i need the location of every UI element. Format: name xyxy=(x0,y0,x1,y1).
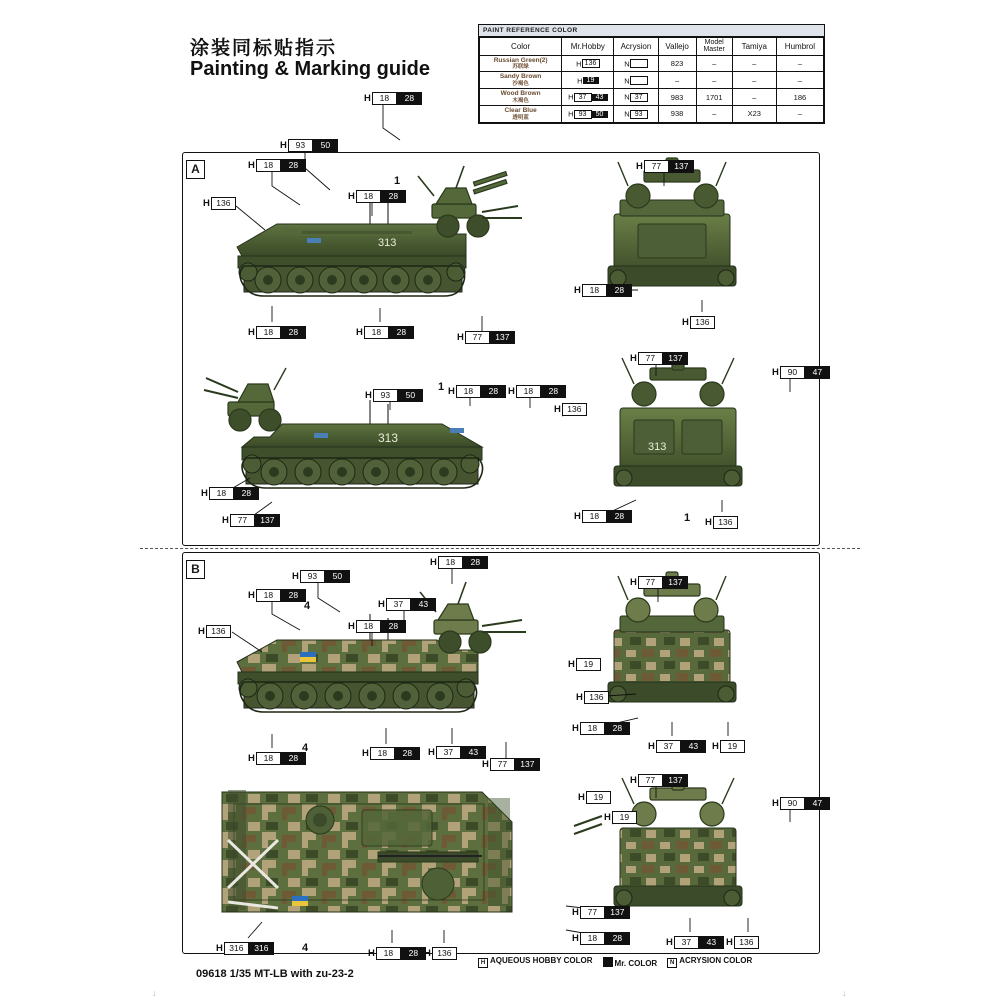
paint-color-name-en: Russian Green(2) xyxy=(493,56,548,64)
leader-number: 1 xyxy=(438,381,445,393)
callout-h-prefix: H xyxy=(574,510,581,522)
callout-code-primary: 136 xyxy=(562,403,587,416)
callout-code-primary: 18 xyxy=(376,947,401,960)
paint-reference-table xyxy=(478,24,825,124)
panel-badge-b: B xyxy=(186,560,205,579)
callout-h-prefix: H xyxy=(568,658,575,670)
callout-h-prefix: H xyxy=(203,197,210,209)
leader-number: 1 xyxy=(684,512,691,524)
paint-callout xyxy=(362,747,420,760)
callout-code-secondary: 137 xyxy=(515,758,540,771)
callout-h-prefix: H xyxy=(554,403,561,415)
callout-code-primary: 18 xyxy=(582,510,607,523)
paint-humbrol: – xyxy=(776,106,823,123)
callout-h-prefix: H xyxy=(630,576,637,588)
paint-callout xyxy=(682,316,715,329)
paint-callout xyxy=(576,691,609,704)
paint-mrhobby: H 19 xyxy=(562,72,614,89)
page-title-cn: 涂装同标贴指示 xyxy=(190,38,338,59)
callout-code-primary: 77 xyxy=(230,514,255,527)
callout-code-primary: 136 xyxy=(206,625,231,638)
th-model-master: Model Master xyxy=(696,38,732,56)
callout-code-primary: 18 xyxy=(256,752,281,765)
paint-callout xyxy=(365,389,423,402)
n-symbol-icon: N xyxy=(667,958,677,968)
paint-callout xyxy=(630,576,688,589)
vehicle-number: 313 xyxy=(648,441,667,453)
paint-callout xyxy=(424,947,457,960)
callout-code-primary: 18 xyxy=(256,589,281,602)
callout-h-prefix: H xyxy=(630,774,637,786)
callout-code-secondary: 137 xyxy=(663,774,688,787)
callout-code-primary: 18 xyxy=(582,284,607,297)
paint-callout xyxy=(772,366,830,379)
paint-callout xyxy=(430,556,488,569)
callout-h-prefix: H xyxy=(705,516,712,528)
callout-h-prefix: H xyxy=(348,190,355,202)
callout-code-secondary: 28 xyxy=(397,92,422,105)
callout-code-secondary: 50 xyxy=(325,570,350,583)
th-vallejo: Vallejo xyxy=(658,38,696,56)
callout-h-prefix: H xyxy=(248,589,255,601)
callout-code-primary: 18 xyxy=(370,747,395,760)
paint-table-row xyxy=(480,106,824,123)
callout-code-secondary: 28 xyxy=(541,385,566,398)
callout-h-prefix: H xyxy=(364,92,371,104)
paint-callout xyxy=(572,932,630,945)
callout-h-prefix: H xyxy=(482,758,489,770)
paint-color-name xyxy=(480,55,562,72)
callout-h-prefix: H xyxy=(636,160,643,172)
callout-code-primary: 77 xyxy=(638,576,663,589)
callout-h-prefix: H xyxy=(424,947,431,959)
callout-code-secondary: 43 xyxy=(461,746,486,759)
paint-callout xyxy=(368,947,426,960)
callout-code-primary: 37 xyxy=(436,746,461,759)
paint-callout xyxy=(712,740,745,753)
leader-number: 1 xyxy=(394,175,401,187)
callout-h-prefix: H xyxy=(248,159,255,171)
callout-code-primary: 90 xyxy=(780,797,805,810)
paint-callout xyxy=(292,570,350,583)
panel-badge-a: A xyxy=(186,160,205,179)
paint-color-name-cn: 沙褐色 xyxy=(512,80,529,87)
paint-humbrol: 186 xyxy=(776,89,823,106)
paint-callout xyxy=(508,385,566,398)
x-symbol-icon xyxy=(603,957,613,967)
callout-code-secondary: 28 xyxy=(281,752,306,765)
callout-code-secondary: 43 xyxy=(699,936,724,949)
callout-code-secondary: 50 xyxy=(398,389,423,402)
callout-h-prefix: H xyxy=(430,556,437,568)
paint-mrhobby: H 93 50 xyxy=(562,106,614,123)
callout-h-prefix: H xyxy=(572,906,579,918)
callout-h-prefix: H xyxy=(604,811,611,823)
corner-mark-left: ↓ xyxy=(152,988,157,998)
paint-vallejo: – xyxy=(658,72,696,89)
paint-callout xyxy=(280,139,338,152)
paint-callout xyxy=(248,752,306,765)
callout-h-prefix: H xyxy=(574,284,581,296)
callout-code-primary: 18 xyxy=(438,556,463,569)
callout-h-prefix: H xyxy=(666,936,673,948)
leader-number: 4 xyxy=(302,742,309,754)
paint-callout xyxy=(772,797,830,810)
paint-callout xyxy=(348,620,406,633)
vehicle-number: 313 xyxy=(378,237,397,249)
mtlb-side-view-upper xyxy=(237,166,522,296)
callout-code-primary: 18 xyxy=(356,190,381,203)
callout-code-primary: 77 xyxy=(638,352,663,365)
callout-code-primary: 37 xyxy=(386,598,411,611)
callout-code-secondary: 137 xyxy=(490,331,515,344)
color-system-legend xyxy=(478,956,752,968)
mtlb-camo-rear-view xyxy=(608,572,736,702)
paint-callout xyxy=(482,758,540,771)
paint-callout xyxy=(630,352,688,365)
callout-code-primary: 19 xyxy=(612,811,637,824)
paint-table-header-row xyxy=(480,38,824,56)
callout-code-primary: 93 xyxy=(373,389,398,402)
paint-callout xyxy=(705,516,738,529)
callout-code-primary: 136 xyxy=(690,316,715,329)
paint-callout xyxy=(578,791,611,804)
paint-vallejo: 823 xyxy=(658,55,696,72)
callout-code-secondary: 137 xyxy=(669,160,694,173)
callout-code-secondary: 137 xyxy=(255,514,280,527)
paint-callout xyxy=(574,510,632,523)
callout-code-primary: 77 xyxy=(465,331,490,344)
th-humbrol: Humbrol xyxy=(776,38,823,56)
callout-code-secondary: 137 xyxy=(663,576,688,589)
paint-tamiya: – xyxy=(732,72,776,89)
h-symbol-icon: H xyxy=(478,958,488,968)
callout-code-primary: 136 xyxy=(432,947,457,960)
paint-callout xyxy=(648,740,706,753)
paint-callout xyxy=(636,160,694,173)
paint-tamiya: – xyxy=(732,55,776,72)
callout-code-secondary: 28 xyxy=(607,510,632,523)
paint-acrysion: N xyxy=(614,55,658,72)
callout-code-primary: 93 xyxy=(300,570,325,583)
leader-number: 4 xyxy=(304,600,311,612)
paint-callout xyxy=(554,403,587,416)
legend-aqueous: H AQUEOUS HOBBY COLOR xyxy=(478,956,593,968)
callout-code-primary: 19 xyxy=(586,791,611,804)
paint-table-caption: PAINT REFERENCE COLOR xyxy=(479,25,824,37)
callout-code-secondary: 47 xyxy=(805,797,830,810)
callout-code-primary: 18 xyxy=(372,92,397,105)
mtlb-camo-top-view xyxy=(222,790,512,912)
paint-table-row xyxy=(480,72,824,89)
callout-code-primary: 18 xyxy=(456,385,481,398)
callout-code-secondary: 43 xyxy=(681,740,706,753)
paint-callout xyxy=(378,598,436,611)
paint-color-name-cn: 木褐色 xyxy=(512,97,529,104)
th-mrhobby: Mr.Hobby xyxy=(562,38,614,56)
paint-callout xyxy=(356,326,414,339)
callout-code-primary: 136 xyxy=(211,197,236,210)
callout-code-primary: 77 xyxy=(580,906,605,919)
callout-code-primary: 77 xyxy=(638,774,663,787)
callout-code-secondary: 28 xyxy=(481,385,506,398)
paint-color-name-en: Sandy Brown xyxy=(499,73,542,81)
paint-vallejo: 983 xyxy=(658,89,696,106)
callout-h-prefix: H xyxy=(457,331,464,343)
callout-code-secondary: 28 xyxy=(605,722,630,735)
callout-h-prefix: H xyxy=(630,352,637,364)
callout-h-prefix: H xyxy=(368,947,375,959)
callout-code-secondary: 28 xyxy=(381,190,406,203)
callout-code-secondary: 28 xyxy=(395,747,420,760)
callout-h-prefix: H xyxy=(772,797,779,809)
callout-h-prefix: H xyxy=(248,326,255,338)
corner-mark-right: ↓ xyxy=(842,988,847,998)
callout-h-prefix: H xyxy=(428,746,435,758)
paint-color-name-cn: 苏联绿 xyxy=(512,64,529,71)
callout-code-primary: 93 xyxy=(288,139,313,152)
paint-table-row xyxy=(480,55,824,72)
callout-code-primary: 18 xyxy=(356,620,381,633)
callout-code-secondary: 43 xyxy=(411,598,436,611)
callout-h-prefix: H xyxy=(726,936,733,948)
callout-h-prefix: H xyxy=(712,740,719,752)
callout-h-prefix: H xyxy=(578,791,585,803)
callout-h-prefix: H xyxy=(292,570,299,582)
mtlb-front-view-lower xyxy=(614,352,742,486)
paint-vallejo: 938 xyxy=(658,106,696,123)
legend-acrysion: N ACRYSION COLOR xyxy=(667,956,752,968)
callout-h-prefix: H xyxy=(448,385,455,397)
callout-code-secondary: 137 xyxy=(663,352,688,365)
kit-code-label: 09618 1/35 MT-LB with zu-23-2 xyxy=(196,968,354,980)
callout-code-secondary: 28 xyxy=(281,326,306,339)
callout-code-primary: 18 xyxy=(256,326,281,339)
paint-mrhobby: H 37 43 xyxy=(562,89,614,106)
page-title-en: Painting & Marking guide xyxy=(190,58,431,80)
callout-h-prefix: H xyxy=(348,620,355,632)
callout-code-primary: 316 xyxy=(224,942,249,955)
th-color: Color xyxy=(480,38,562,56)
paint-color-name-en: Clear Blue xyxy=(504,107,537,115)
paint-callout xyxy=(364,92,422,105)
callout-h-prefix: H xyxy=(682,316,689,328)
vehicle-number: 313 xyxy=(378,431,399,445)
paint-callout xyxy=(428,746,486,759)
callout-code-primary: 77 xyxy=(644,160,669,173)
callout-code-secondary: 28 xyxy=(281,159,306,172)
callout-code-primary: 19 xyxy=(576,658,601,671)
panel-divider xyxy=(140,548,860,549)
paint-callout xyxy=(572,722,630,735)
scheme-a-artwork xyxy=(182,152,818,544)
callout-code-primary: 37 xyxy=(674,936,699,949)
callout-code-secondary: 28 xyxy=(607,284,632,297)
callout-h-prefix: H xyxy=(198,625,205,637)
paint-callout xyxy=(201,487,259,500)
paint-callout xyxy=(666,936,724,949)
paint-callout xyxy=(248,589,306,602)
callout-code-secondary: 28 xyxy=(234,487,259,500)
leader-number: 4 xyxy=(302,942,309,954)
paint-humbrol: – xyxy=(776,55,823,72)
paint-callout xyxy=(574,284,632,297)
legend-mrcolor: Mr. COLOR xyxy=(603,957,658,968)
callout-code-primary: 136 xyxy=(584,691,609,704)
paint-model-master: – xyxy=(696,55,732,72)
th-tamiya: Tamiya xyxy=(732,38,776,56)
paint-callout xyxy=(248,326,306,339)
paint-callout xyxy=(203,197,236,210)
paint-callout xyxy=(348,190,406,203)
paint-color-name xyxy=(480,89,562,106)
callout-code-primary: 19 xyxy=(720,740,745,753)
paint-callout xyxy=(457,331,515,344)
callout-code-primary: 18 xyxy=(364,326,389,339)
callout-code-primary: 37 xyxy=(656,740,681,753)
callout-code-secondary: 28 xyxy=(605,932,630,945)
paint-acrysion: N 37 xyxy=(614,89,658,106)
callout-h-prefix: H xyxy=(280,139,287,151)
callout-h-prefix: H xyxy=(362,747,369,759)
paint-mrhobby: H 136 xyxy=(562,55,614,72)
callout-code-secondary: 137 xyxy=(605,906,630,919)
callout-code-secondary: 28 xyxy=(381,620,406,633)
callout-h-prefix: H xyxy=(576,691,583,703)
callout-code-secondary: 47 xyxy=(805,366,830,379)
callout-h-prefix: H xyxy=(572,722,579,734)
paint-color-name xyxy=(480,72,562,89)
paint-callout xyxy=(568,658,601,671)
paint-acrysion: N xyxy=(614,72,658,89)
callout-code-secondary: 316 xyxy=(249,942,274,955)
callout-code-primary: 77 xyxy=(490,758,515,771)
callout-code-primary: 136 xyxy=(713,516,738,529)
paint-color-name-en: Wood Brown xyxy=(500,90,541,98)
paint-model-master: – xyxy=(696,72,732,89)
callout-code-primary: 18 xyxy=(256,159,281,172)
callout-h-prefix: H xyxy=(356,326,363,338)
callout-code-primary: 136 xyxy=(734,936,759,949)
callout-code-secondary: 50 xyxy=(313,139,338,152)
paint-callout xyxy=(572,906,630,919)
callout-code-primary: 18 xyxy=(580,932,605,945)
paint-tamiya: – xyxy=(732,89,776,106)
callout-code-secondary: 28 xyxy=(401,947,426,960)
callout-code-primary: 18 xyxy=(209,487,234,500)
callout-h-prefix: H xyxy=(365,389,372,401)
callout-code-secondary: 28 xyxy=(389,326,414,339)
callout-h-prefix: H xyxy=(222,514,229,526)
callout-code-primary: 90 xyxy=(780,366,805,379)
paint-model-master: – xyxy=(696,106,732,123)
callout-h-prefix: H xyxy=(648,740,655,752)
paint-callout xyxy=(630,774,688,787)
callout-h-prefix: H xyxy=(216,942,223,954)
paint-callout xyxy=(216,942,274,955)
paint-callout xyxy=(222,514,280,527)
callout-h-prefix: H xyxy=(772,366,779,378)
callout-code-secondary: 28 xyxy=(463,556,488,569)
callout-code-primary: 18 xyxy=(580,722,605,735)
callout-h-prefix: H xyxy=(508,385,515,397)
callout-code-primary: 18 xyxy=(516,385,541,398)
paint-callout xyxy=(726,936,759,949)
callout-h-prefix: H xyxy=(378,598,385,610)
paint-color-name-cn: 透明蓝 xyxy=(512,114,529,121)
callout-h-prefix: H xyxy=(572,932,579,944)
callout-code-secondary: 28 xyxy=(281,589,306,602)
paint-color-name xyxy=(480,106,562,123)
callout-h-prefix: H xyxy=(201,487,208,499)
paint-tamiya: X23 xyxy=(732,106,776,123)
paint-callout xyxy=(448,385,506,398)
mtlb-rear-view-upper xyxy=(608,158,736,286)
paint-model-master: 1701 xyxy=(696,89,732,106)
paint-callout xyxy=(198,625,231,638)
paint-table-row xyxy=(480,89,824,106)
th-acrysion: Acrysion xyxy=(614,38,658,56)
paint-humbrol: – xyxy=(776,72,823,89)
paint-callout xyxy=(604,811,637,824)
paint-acrysion: N 93 xyxy=(614,106,658,123)
paint-callout xyxy=(248,159,306,172)
callout-h-prefix: H xyxy=(248,752,255,764)
